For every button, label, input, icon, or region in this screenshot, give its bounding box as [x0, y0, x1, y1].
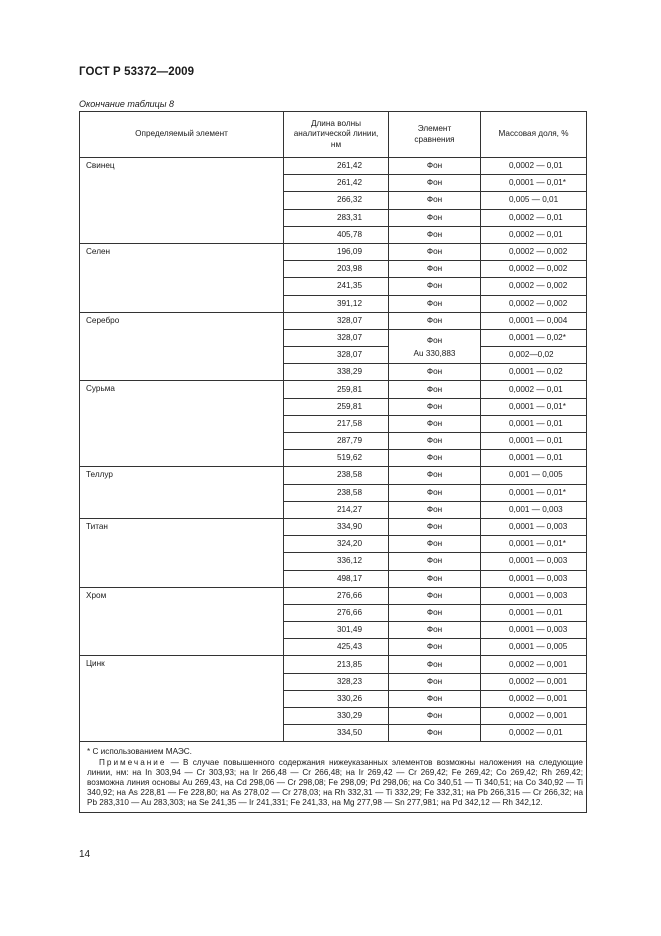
- reference-cell: Фон: [389, 570, 481, 587]
- wavelength-cell: 519,62: [284, 450, 389, 467]
- reference-cell: Фон: [389, 415, 481, 432]
- mass-fraction-cell: 0,0001 — 0,01: [481, 604, 587, 621]
- reference-cell: Фон: [389, 656, 481, 673]
- mass-fraction-cell: 0,0002 — 0,01: [481, 158, 587, 175]
- document-header: ГОСТ Р 53372—2009: [79, 66, 195, 78]
- mass-fraction-cell: 0,0002 — 0,002: [481, 243, 587, 260]
- mass-fraction-cell: 0,0001 — 0,01*: [481, 398, 587, 415]
- element-cell: Свинец: [80, 158, 284, 244]
- reference-cell: Фон: [389, 587, 481, 604]
- element-cell: Цинк: [80, 656, 284, 742]
- wavelength-cell: 330,26: [284, 690, 389, 707]
- mass-fraction-cell: 0,0001 — 0,02*: [481, 329, 587, 346]
- mass-fraction-cell: 0,0001 — 0,004: [481, 312, 587, 329]
- mass-fraction-cell: 0,0002 — 0,01: [481, 381, 587, 398]
- mass-fraction-cell: 0,0002 — 0,001: [481, 673, 587, 690]
- wavelength-cell: 241,35: [284, 278, 389, 295]
- wavelength-cell: 324,20: [284, 536, 389, 553]
- wavelength-cell: 259,81: [284, 381, 389, 398]
- table-header-row: [80, 112, 587, 158]
- wavelength-cell: 330,29: [284, 708, 389, 725]
- wavelength-cell: 203,98: [284, 261, 389, 278]
- table-caption: Окончание таблицы 8: [79, 99, 174, 109]
- element-cell: Селен: [80, 243, 284, 312]
- wavelength-cell: 287,79: [284, 433, 389, 450]
- mass-fraction-cell: 0,0001 — 0,003: [481, 587, 587, 604]
- mass-fraction-cell: 0,0002 — 0,01: [481, 226, 587, 243]
- table-row: [80, 158, 587, 175]
- reference-cell: Фон: [389, 604, 481, 621]
- reference-cell: Фон: [389, 484, 481, 501]
- mass-fraction-cell: 0,001 — 0,003: [481, 501, 587, 518]
- note: [87, 758, 583, 808]
- wavelength-cell: 214,27: [284, 501, 389, 518]
- mass-fraction-cell: 0,0001 — 0,01*: [481, 536, 587, 553]
- mass-fraction-cell: 0,0002 — 0,002: [481, 278, 587, 295]
- reference-cell: Фон: [389, 158, 481, 175]
- wavelength-cell: 391,12: [284, 295, 389, 312]
- column-header-reference: Элемент сравнения: [389, 112, 481, 158]
- data-table: [79, 111, 587, 813]
- mass-fraction-cell: 0,002—0,02: [481, 347, 587, 364]
- mass-fraction-cell: 0,0001 — 0,01*: [481, 175, 587, 192]
- reference-cell: Фон: [389, 312, 481, 329]
- table-row: [80, 518, 587, 535]
- table-row: [80, 656, 587, 673]
- reference-cell: Фон: [389, 243, 481, 260]
- reference-cell: Фон: [389, 381, 481, 398]
- wavelength-cell: 266,32: [284, 192, 389, 209]
- reference-cell: Фон: [389, 673, 481, 690]
- mass-fraction-cell: 0,0002 — 0,001: [481, 690, 587, 707]
- mass-fraction-cell: 0,0001 — 0,003: [481, 553, 587, 570]
- wavelength-cell: 238,58: [284, 467, 389, 484]
- note-label: Примечание: [99, 758, 167, 768]
- element-cell: Титан: [80, 518, 284, 587]
- table-row: [80, 587, 587, 604]
- wavelength-cell: 276,66: [284, 604, 389, 621]
- reference-cell: Фон: [389, 433, 481, 450]
- wavelength-cell: 334,90: [284, 518, 389, 535]
- element-cell: Сурьма: [80, 381, 284, 467]
- reference-cell: Фон: [389, 226, 481, 243]
- wavelength-cell: 334,50: [284, 725, 389, 742]
- mass-fraction-cell: 0,0001 — 0,003: [481, 518, 587, 535]
- wavelength-cell: 328,07: [284, 347, 389, 364]
- wavelength-cell: 425,43: [284, 639, 389, 656]
- reference-cell: Фон: [389, 639, 481, 656]
- wavelength-cell: 276,66: [284, 587, 389, 604]
- mass-fraction-cell: 0,0002 — 0,01: [481, 725, 587, 742]
- reference-cell: Фон: [389, 398, 481, 415]
- mass-fraction-cell: 0,0002 — 0,002: [481, 261, 587, 278]
- column-header-mass-fraction: Массовая доля, %: [481, 112, 587, 158]
- wavelength-cell: 259,81: [284, 398, 389, 415]
- table-footer: [80, 742, 587, 813]
- reference-cell: Фон: [389, 622, 481, 639]
- table-row: [80, 467, 587, 484]
- reference-cell: Фон: [389, 501, 481, 518]
- wavelength-cell: 238,58: [284, 484, 389, 501]
- reference-cell: Фон: [389, 192, 481, 209]
- reference-cell: Фон: [389, 175, 481, 192]
- mass-fraction-cell: 0,0001 — 0,01: [481, 450, 587, 467]
- mass-fraction-cell: 0,0002 — 0,001: [481, 656, 587, 673]
- reference-cell: Фон: [389, 553, 481, 570]
- reference-cell: Фон Au 330,883: [389, 329, 481, 363]
- wavelength-cell: 213,85: [284, 656, 389, 673]
- table-row: [80, 381, 587, 398]
- element-cell: Теллур: [80, 467, 284, 519]
- page-number: 14: [79, 849, 91, 860]
- element-cell: Серебро: [80, 312, 284, 381]
- footnote: * С использованием МАЭС.: [87, 747, 192, 757]
- mass-fraction-cell: 0,0001 — 0,003: [481, 622, 587, 639]
- mass-fraction-cell: 0,0002 — 0,002: [481, 295, 587, 312]
- reference-cell: Фон: [389, 261, 481, 278]
- note-text: — В случае повышенного содержания нижеуказанных элементов возможны наложения на следующие линии, нм: на In 303,94 — Cr 303,93; на Ir 266,48 — Cr 266,48; на Ir 269,42 — Cr 269,42; Fe 269,42; Co 269,42; Rh 269,42; возможна линия основы Au 269,43, на Cd 298,06 — Cr 298,08; Fe 298,09; Pd 298,06; на Co 340,51 — Ti 340,51; на Co 340,92 — Ti 340,92; на As 228,81 — Fe 228,80; на As 278,02 — Cr 278,03; на Rh 332,31 — Ti 332,29; Fe 332,31; на Pb 266,315 — Cr 266,32; на Pb 283,310 — Au 283,303; на Se 241,35 — Ir 241,331; Fe 241,33, на Mg 277,98 — Sn 277,981; на Pd 342,12 — Rh 342,12.: [87, 758, 583, 808]
- mass-fraction-cell: 0,0002 — 0,01: [481, 209, 587, 226]
- wavelength-cell: 217,58: [284, 415, 389, 432]
- mass-fraction-cell: 0,0001 — 0,02: [481, 364, 587, 381]
- mass-fraction-cell: 0,0001 — 0,003: [481, 570, 587, 587]
- reference-cell: Фон: [389, 518, 481, 535]
- table-row: [80, 312, 587, 329]
- mass-fraction-cell: 0,0001 — 0,01: [481, 415, 587, 432]
- wavelength-cell: 338,29: [284, 364, 389, 381]
- wavelength-cell: 261,42: [284, 175, 389, 192]
- wavelength-cell: 328,23: [284, 673, 389, 690]
- reference-cell: Фон: [389, 725, 481, 742]
- wavelength-cell: 328,07: [284, 312, 389, 329]
- reference-cell: Фон: [389, 536, 481, 553]
- wavelength-cell: 301,49: [284, 622, 389, 639]
- wavelength-cell: 196,09: [284, 243, 389, 260]
- table-body: [80, 158, 587, 742]
- table-row: [80, 243, 587, 260]
- column-header-wavelength: Длина волны аналитической линии, нм: [284, 112, 389, 158]
- mass-fraction-cell: 0,0001 — 0,01: [481, 433, 587, 450]
- mass-fraction-cell: 0,001 — 0,005: [481, 467, 587, 484]
- wavelength-cell: 336,12: [284, 553, 389, 570]
- wavelength-cell: 498,17: [284, 570, 389, 587]
- mass-fraction-cell: 0,0001 — 0,005: [481, 639, 587, 656]
- column-header-element: Определяемый элемент: [80, 112, 284, 158]
- reference-cell: Фон: [389, 708, 481, 725]
- mass-fraction-cell: 0,005 — 0,01: [481, 192, 587, 209]
- mass-fraction-cell: 0,0001 — 0,01*: [481, 484, 587, 501]
- reference-cell: Фон: [389, 450, 481, 467]
- wavelength-cell: 283,31: [284, 209, 389, 226]
- reference-cell: Фон: [389, 690, 481, 707]
- element-cell: Хром: [80, 587, 284, 656]
- wavelength-cell: 328,07: [284, 329, 389, 346]
- wavelength-cell: 261,42: [284, 158, 389, 175]
- reference-cell: Фон: [389, 278, 481, 295]
- reference-cell: Фон: [389, 364, 481, 381]
- table-footer-row: [80, 742, 587, 813]
- mass-fraction-cell: 0,0002 — 0,001: [481, 708, 587, 725]
- reference-cell: Фон: [389, 295, 481, 312]
- wavelength-cell: 405,78: [284, 226, 389, 243]
- reference-cell: Фон: [389, 467, 481, 484]
- reference-cell: Фон: [389, 209, 481, 226]
